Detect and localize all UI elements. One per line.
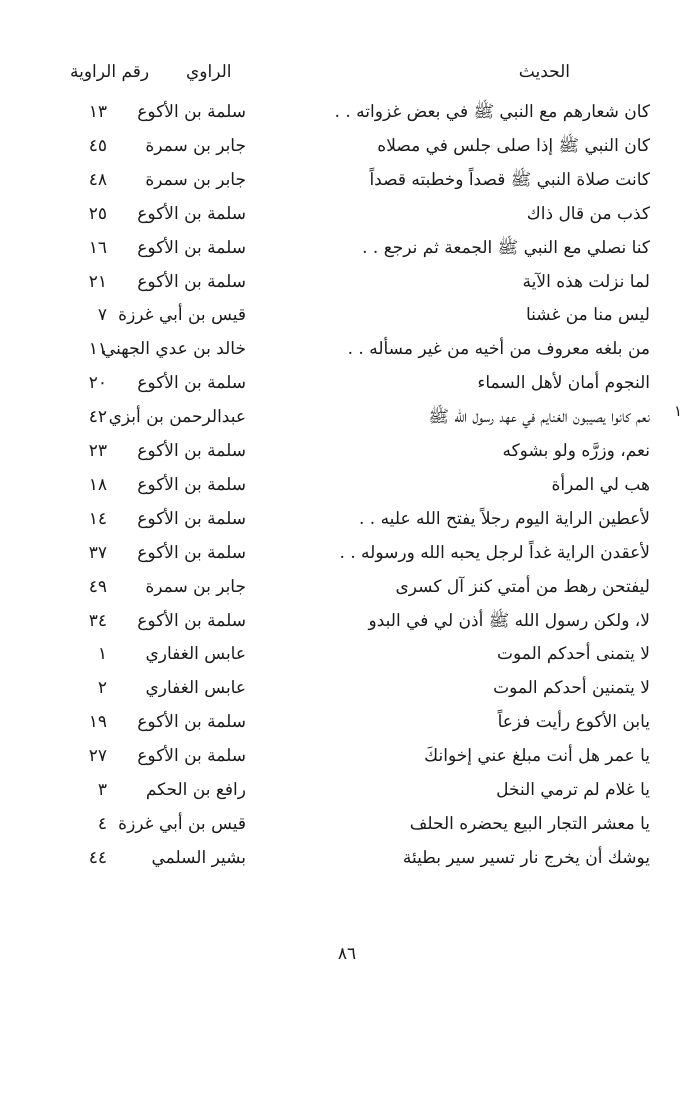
- narration-number: ١٤: [88, 508, 107, 529]
- table-row: [0, 501, 694, 535]
- narration-number: ٤: [97, 813, 107, 834]
- hadith-text: كان النبي ﷺ إذا صلى جلس في مصلاه: [377, 135, 650, 156]
- table-row: [0, 806, 694, 840]
- hadith-text: لأعطين الراية اليوم رجلاً يفتح الله عليه . .: [358, 508, 650, 529]
- narration-number: ٤٢: [88, 407, 107, 428]
- hadith-text: لا يتمنى أحدكم الموت: [497, 644, 650, 665]
- table-row: [0, 636, 694, 670]
- narrator-name: جابر بن سمرة: [145, 169, 246, 190]
- narrator-name: جابر بن سمرة: [145, 576, 246, 597]
- table-row: [0, 230, 694, 264]
- hadith-text: كذب من قال ذاك: [526, 203, 650, 224]
- hadith-text: ليفتحن رهط من أمتي كنز آل كسرى: [395, 576, 650, 597]
- hadith-text: نعم كانوا يصيبون الغنايم في عهد رسول الله ﷺ: [428, 407, 650, 428]
- table-row: [0, 603, 694, 637]
- narration-number: ٤٤: [88, 847, 107, 868]
- narrator-name: سلمة بن الأكوع: [137, 373, 246, 394]
- hadith-text: كنا نصلي مع النبي ﷺ الجمعة ثم نرجع . .: [362, 237, 650, 258]
- table-row: [0, 569, 694, 603]
- table-row: [0, 399, 694, 433]
- table-row: [0, 467, 694, 501]
- narration-number: ٢٥: [88, 203, 107, 224]
- table-row: [0, 840, 694, 874]
- narrator-name: سلمة بن الأكوع: [137, 474, 246, 495]
- table-row: [0, 670, 694, 704]
- narration-number: ٣٤: [88, 610, 107, 631]
- narration-number: ٧: [97, 305, 107, 326]
- hadith-text: النجوم أمان لأهل السماء: [477, 373, 650, 394]
- narrator-name: جابر بن سمرة: [145, 135, 246, 156]
- table-row: [0, 331, 694, 365]
- narration-number: ٢٣: [88, 441, 107, 461]
- narration-number: ٢١: [88, 271, 107, 292]
- header-narrator: الراوي: [186, 62, 232, 82]
- narration-number: ٤٨: [88, 169, 107, 190]
- narration-number: ٢: [97, 678, 107, 699]
- hadith-text: لا يتمنين أحدكم الموت: [493, 678, 650, 699]
- narrator-name: سلمة بن الأكوع: [137, 237, 246, 258]
- narration-number: ٢٠: [88, 373, 107, 394]
- narration-number: ١٨: [88, 474, 107, 495]
- narration-number: ٢٧: [88, 746, 107, 767]
- narrator-name: قيس بن أبي غرزة: [118, 305, 246, 326]
- narrator-name: سلمة بن الأكوع: [137, 610, 246, 631]
- hadith-text: هب لي المرأة: [551, 474, 650, 495]
- narrator-name: سلمة بن الأكوع: [137, 508, 246, 529]
- header-number: رقم الراوية: [70, 62, 150, 82]
- narration-number: ١١: [88, 339, 107, 360]
- table-row: [0, 704, 694, 738]
- narrator-name: سلمة بن الأكوع: [137, 102, 246, 122]
- narrator-name: سلمة بن الأكوع: [137, 271, 246, 292]
- table-row: [0, 297, 694, 331]
- hadith-text: يا معشر التجار البيع يحضره الحلف: [409, 813, 650, 834]
- table-row: [0, 365, 694, 399]
- narrator-name: سلمة بن الأكوع: [137, 441, 246, 461]
- table-row: [0, 162, 694, 196]
- hadith-text: من بلغه معروف من أخيه من غير مسأله . .: [347, 339, 650, 360]
- narrator-name: رافع بن الحكم: [145, 780, 246, 800]
- table-row: [0, 128, 694, 162]
- narration-number: ١٩: [88, 712, 107, 733]
- hadith-text: يا غلام لم ترمي النخل: [496, 780, 650, 800]
- narration-number: ١٣: [88, 102, 107, 122]
- narrator-name: عابس الغفاري: [145, 678, 246, 699]
- narrator-name: بشير السلمي: [151, 847, 246, 868]
- narrator-name: سلمة بن الأكوع: [137, 712, 246, 733]
- hadith-text: نعم، وزرَّه ولو بشوكه: [502, 441, 650, 461]
- narration-number: ٤٩: [88, 576, 107, 597]
- narration-number: ٣٧: [88, 542, 107, 563]
- hadith-text: يوشك أن يخرج نار تسير سير بطيئة: [402, 847, 650, 868]
- table-row: [0, 94, 694, 128]
- page-number: ٨٦: [337, 944, 357, 964]
- hadith-text: لأعقدن الراية غداً لرجل يحبه الله ورسوله . .: [339, 542, 650, 563]
- hadith-text: لا، ولكن رسول الله ﷺ أذن لي في البدو: [368, 610, 650, 631]
- hadith-text: كان شعارهم مع النبي ﷺ في بعض غزواته . .: [334, 102, 650, 122]
- hadith-text: يا عمر هل أنت مبلغ عني إخوانكَ: [424, 746, 650, 767]
- narrator-name: سلمة بن الأكوع: [137, 203, 246, 224]
- table-row: [0, 738, 694, 772]
- table-row: [0, 772, 694, 806]
- narrator-name: عابس الغفاري: [145, 644, 246, 665]
- narration-number: ١: [97, 644, 107, 665]
- narrator-name: سلمة بن الأكوع: [137, 746, 246, 767]
- narration-number: ٣: [97, 780, 107, 800]
- narrator-name: قيس بن أبي غرزة: [118, 813, 246, 834]
- narration-number: ١٦: [88, 237, 107, 258]
- narrator-name: عبدالرحمن بن أبزي: [108, 407, 246, 428]
- hadith-text: لما نزلت هذه الآية: [522, 271, 650, 292]
- narrator-name: خالد بن عدي الجهني: [101, 339, 246, 360]
- table-row: [0, 433, 694, 467]
- hadith-text: يابن الأكوع رأيت فزعاً: [497, 712, 650, 733]
- table-row: [0, 535, 694, 569]
- table-row: [0, 196, 694, 230]
- table-row: [0, 264, 694, 298]
- narration-number: ٤٥: [88, 135, 107, 156]
- header-hadith: الحديث: [518, 62, 570, 82]
- hadith-text: كانت صلاة النبي ﷺ قصداً وخطبته قصداً: [369, 169, 650, 190]
- margin-note: ١: [673, 402, 682, 420]
- hadith-text: ليس منا من غشنا: [525, 305, 650, 326]
- narrator-name: سلمة بن الأكوع: [137, 542, 246, 563]
